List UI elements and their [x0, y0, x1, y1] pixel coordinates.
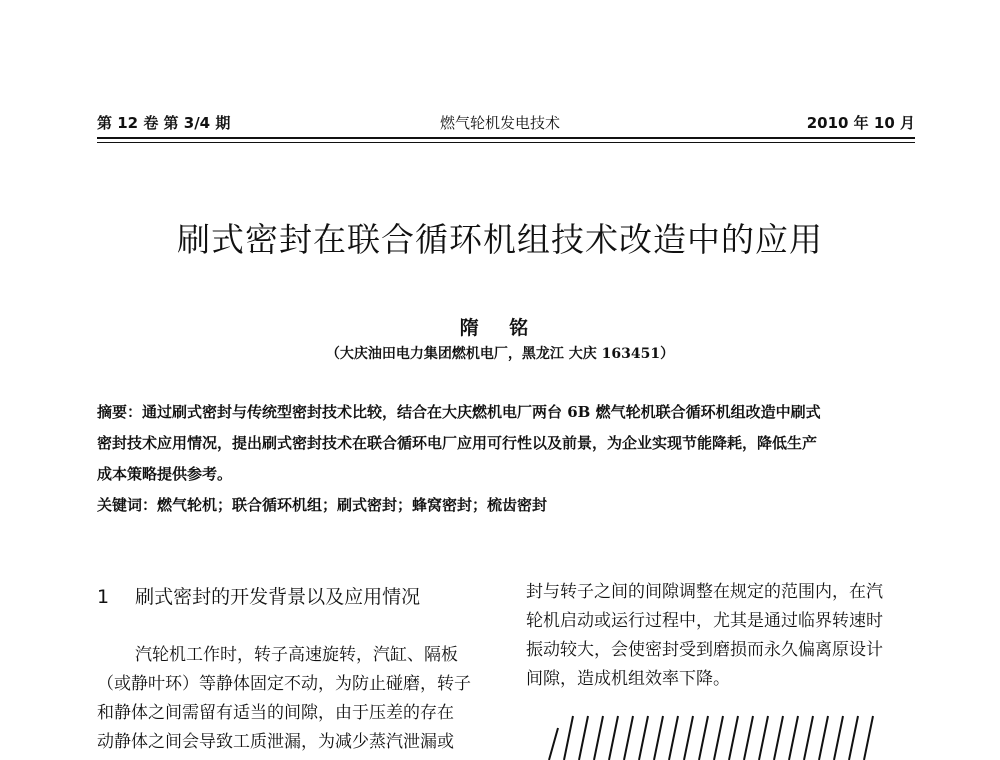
hatch-stroke — [804, 716, 813, 760]
article-author: 隋 铭 — [459, 317, 541, 339]
body-line: 间隙，造成机组效率下降。 — [526, 669, 730, 689]
hatch-stroke — [849, 716, 858, 760]
hatch-stroke — [744, 716, 753, 760]
keywords-text: 燃气轮机；联合循环机组；刷式密封；蜂窝密封；梳齿密封 — [157, 496, 548, 514]
header-volume: 第 12 卷 第 3/4 期 — [97, 114, 231, 132]
article-affiliation: （大庆油田电力集团燃机电厂，黑龙江 大庆 163451） — [325, 346, 675, 362]
header-date: 2010 年 10 月 — [806, 114, 915, 132]
hatch-stroke — [609, 716, 618, 760]
header-rule-bottom — [97, 142, 915, 143]
body-line: 振动较大，会使密封受到磨损而永久偏离原设计 — [526, 640, 883, 660]
hatch-stroke — [789, 716, 798, 760]
hatch-stroke — [759, 716, 768, 760]
hatch-stroke — [729, 716, 738, 760]
hatch-stroke — [834, 716, 843, 760]
hatch-stroke — [774, 716, 783, 760]
keywords-label: 关键词： — [97, 496, 158, 514]
hatch-stroke — [654, 716, 663, 760]
hatch-stroke — [579, 716, 588, 760]
hatch-stroke — [714, 716, 723, 760]
hatch-stroke — [624, 716, 633, 760]
hatch-stroke — [684, 716, 693, 760]
body-line: 汽轮机工作时，转子高速旋转，汽缸、隔板 — [135, 645, 458, 665]
article-title: 刷式密封在联合循环机组技术改造中的应用 — [177, 220, 823, 259]
abstract-line-2: 密封技术应用情况，提出刷式密封技术在联合循环电厂应用可行性以及前景，为企业实现节能降耗，降低生产 — [97, 434, 818, 452]
right-column — [526, 578, 921, 694]
section-title: 刷式密封的开发背景以及应用情况 — [135, 586, 421, 608]
hatch-stroke — [564, 716, 573, 760]
hatch-stroke — [699, 716, 708, 760]
keywords — [97, 490, 917, 521]
hatch-stroke — [549, 728, 558, 760]
abstract-line-1 — [97, 397, 917, 428]
figure-hatching — [545, 714, 905, 760]
left-column — [97, 641, 492, 757]
header-rule-top — [97, 137, 915, 139]
body-line: （或静叶环）等静体固定不动，为防止碰磨，转子 — [97, 674, 471, 694]
hatch-stroke — [639, 716, 648, 760]
abstract-text-1: 通过刷式密封与传统型密封技术比较，结合在大庆燃机电厂两台 6B 燃气轮机联合循环机组改造中刷式 — [142, 403, 821, 421]
section-number: 1 — [97, 586, 110, 608]
abstract-label: 摘要： — [97, 403, 143, 421]
body-line: 封与转子之间的间隙调整在规定的范围内，在汽 — [526, 582, 883, 602]
hatch-stroke — [819, 716, 828, 760]
body-line: 和静体之间需留有适当的间隙，由于压差的存在 — [97, 703, 454, 723]
abstract — [97, 397, 917, 490]
abstract-line-3: 成本策略提供参考。 — [97, 465, 233, 483]
header-journal: 燃气轮机发电技术 — [439, 114, 560, 132]
hatch-stroke — [594, 716, 603, 760]
hatch-stroke — [864, 716, 873, 760]
section-heading — [97, 582, 420, 609]
body-line: 轮机启动或运行过程中，尤其是通过临界转速时 — [526, 611, 883, 631]
body-line: 动静体之间会导致工质泄漏，为减少蒸汽泄漏或 — [97, 732, 454, 752]
hatch-stroke — [669, 716, 678, 760]
